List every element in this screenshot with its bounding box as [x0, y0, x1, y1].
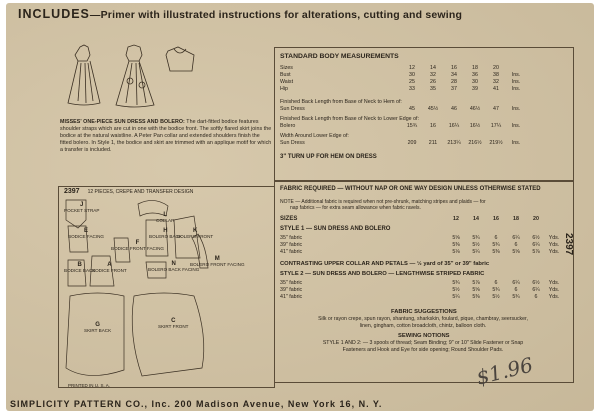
hem-note: 3" TURN UP FOR HEM ON DRESS	[280, 154, 377, 160]
piece-g-label: G SKIRT BACK	[84, 322, 112, 334]
finished-bolero-label: Finished Back Length from Base of Neck to Lower Edge of:	[280, 116, 419, 122]
piece-a-label: A BODICE FRONT	[92, 262, 127, 274]
piece-e-label: E BODICE FACING	[68, 228, 104, 240]
pieces-pattern-number: 2397	[64, 188, 80, 195]
piece-c-outline	[132, 293, 204, 376]
fabric-suggestions-1: Silk or rayon crepe, spun rayon, shantung, sharkskin, foulard, pique, chambray, seersucker,	[318, 316, 528, 322]
pencil-price-note: $1.96	[473, 352, 536, 390]
piece-k-label: K BOLERO FRONT	[177, 228, 214, 240]
includes-text: —Primer with illustrated instructions for alterations, cutting and sewing	[89, 9, 463, 21]
style2-row-label: 41" fabric	[280, 294, 303, 300]
piece-b-label: B BODICE BACK	[64, 262, 96, 274]
fabric-title: FABRIC REQUIRED — WITHOUT NAP OR ONE WAY DESIGN UNLESS OTHERWISE STATED	[280, 186, 541, 192]
fabric-sizes-label: SIZES	[280, 216, 298, 222]
style1-row-label: 39" fabric	[280, 242, 303, 248]
sewing-notions-2: Fasteners and Hook and Eye for side opening; Round Shoulder Pads.	[342, 346, 504, 353]
measurements-title: STANDARD BODY MEASUREMENTS	[280, 53, 399, 60]
style2-title: STYLE 2 — SUN DRESS AND BOLERO — LENGTHWISE STRIPED FABRIC	[280, 271, 485, 277]
description-body: The dart-fitted bodice features shoulder straps which are cut in one with the bodice front. The softly flared skirt joins the bodice at the natural waistline. A Peter Pan collar and extended shoulders finish the fitted bolero. In Style 1, the bodice and skirt are trimmed with an applique motif for which a transfer is included.	[60, 119, 272, 154]
sewing-notions-1: STYLE 1 AND 2: — 3 spools of thread; Seam Binding; 9" or 10" Slide Fastener or Snap	[322, 340, 524, 346]
width-sun-label: Sun Dress	[280, 140, 305, 146]
meas-row-label: Sizes	[280, 65, 293, 71]
fabric-suggestions	[278, 316, 568, 329]
fabric-suggestions-title: FABRIC SUGGESTIONS	[391, 309, 457, 315]
piece-n-label: N BOLERO BACK FACING	[148, 261, 200, 273]
width-label: Width Around Lower Edge of:	[280, 133, 349, 139]
dress-back-illustration	[116, 45, 154, 107]
finished-back-label: Finished Back Length from Base of Neck to Hem of:	[280, 99, 402, 105]
printed-in-label: PRINTED IN U. S. A.	[68, 383, 111, 388]
dress-front-illustration	[68, 45, 100, 105]
fabric-suggestions-2: linen, gingham, cotton broadcloth, chintz, balloon cloth.	[359, 322, 487, 329]
bolero-illustration	[166, 47, 194, 71]
fabric-note-1: NOTE — Additional fabric is required when not pre-shrunk, matching stripes and plaids — for	[280, 199, 486, 205]
pieces-title-text: 12 PIECES, CREPE AND TRANSFER DESIGN	[87, 189, 194, 195]
piece-f-label: F BODICE FRONT FACING	[111, 240, 165, 252]
side-pattern-number: 2397	[563, 233, 574, 256]
sewing-notions-title: SEWING NOTIONS	[398, 333, 450, 339]
style-description	[60, 119, 272, 154]
meas-row-label: Waist	[280, 79, 294, 85]
garment-illustrations	[66, 41, 216, 117]
bolero-label: Bolero	[280, 123, 296, 129]
piece-c-label: C SKIRT FRONT	[158, 318, 189, 330]
piece-h-label: H BOLERO BACK	[149, 228, 182, 240]
meas-row-label: Hip	[280, 86, 288, 92]
style1-row-label: 41" fabric	[280, 249, 303, 255]
fabric-note-2: nap fabrics — for extra seam allowance when fabric ravels.	[290, 205, 421, 211]
piece-j-label: J POCKET STRAP	[64, 202, 100, 214]
style1-title: STYLE 1 — SUN DRESS AND BOLERO	[280, 226, 391, 232]
meas-row-label: Bust	[280, 72, 291, 78]
piece-l-label: L COLLAR	[156, 212, 175, 224]
footer-company: SIMPLICITY PATTERN CO., Inc. 200 Madison Avenue, New York 16, N. Y.	[10, 399, 383, 409]
description-lead: MISSES' ONE-PIECE SUN DRESS AND BOLERO:	[60, 119, 185, 125]
style1-row-label: 35" fabric	[280, 235, 303, 241]
sewing-notions	[278, 340, 568, 353]
header-includes	[18, 7, 462, 21]
style2-row-label: 39" fabric	[280, 287, 303, 293]
piece-g-outline	[66, 293, 124, 376]
pattern-envelope: INCLUDES—Primer with illustrated instructions for alterations, cutting and sewing MISSES' ONE-PIECE SUN DRESS AND BOLERO: The dart-fitted bodice features shoulder straps which are cut in one with the bodice front. The softly flared skirt joins the bodice at the natural waistline. A Peter Pan collar and extended shoulders finish the fitted bolero. In Style 1, the bodice and skirt are trimmed with an applique motif for which a transfer is included. 2397 12 PIECES, CREPE AND TRANSFER DESIGN J POCKET STRAP L COLLAR E BODICE FACING H BOLERO BACK K BOLERO FRONT F BODICE FRONT FACING N BOLERO BACK FACING M BOLERO FRONT FACING B BODICE BACK A BODICE FRONT G SKIRT BACK C SKIRT FRONT PRINTED IN U. S. A. STANDARD BODY MEASUREMENTS Sizes 12 14 16 18 20 Bust 30 32 34 36 38 Ins. Waist 25 26 28 30 32 Ins. Hip 33 35 37 39 41 Ins. Finished Back Length from Base of Neck to Hem of: Sun Dress 45 45½ 46 46½ 47 Ins. Finished Back Length from Base of Neck to Lower Edge of: Bolero 15¾ 16 16¼ 16½ 17¼ Ins. Width Around Lower Edge of: Sun Dress 209 211 213¼ 216½ 219½ Ins. 3" TURN UP FOR HEM ON DRESS FABRIC REQUIRED — WITHOUT NAP OR ONE WAY DESIGN UNLESS OTHERWISE STATED NOTE — Additional fabric is required when not pre-shrunk, matching stripes and plaids — for nap fabrics — for extra seam allowance when fabric ravels. SIZES 12 14 16 18 20 STYLE 1 — SUN DRESS AND BOLERO 35" fabric 5⅝ 5¾ 6 6¼ 6½ Yds. 39" fabric 5⅜ 5½ 5¾ 6 6¼ Yds. 41" fabric 5⅛ 5¼ 5⅜ 5⅝ 5⅞ Yds. CONTRASTING UPPER COLLAR AND PETALS — ½ yard of 35" or 39" fabric STYLE 2 — SUN DRESS AND BOLERO — LENGTHWISE STRIPED FABRIC 35" fabric 5¾ 5⅞ 6 6¼ 6½ Yds. 39" fabric 5½ 5⅝ 5¾ 6 6¼ Yds. 41" fabric 5¼ 5⅜ 5½ 5¾ 6 Yds. FABRIC SUGGESTIONS Silk or rayon crepe, spun rayon, shantung, sharkskin, foulard, pique, chambray, seersucker, linen, gingham, cotton broadcloth, chintz, balloon cloth. SEWING NOTIONS STYLE 1 AND 2: — 3 spools of thread; Seam Binding; 9" or 10" Slide Fastener or Snap Fasteners and Hook and Eye for side opening; Round Shoulder Pads. $1.96 2397 SIMPLICITY PATTERN CO., Inc. 200 Madison Avenue, New York 16, N. Y.	[6, 3, 594, 411]
style2-row-label: 35" fabric	[280, 280, 303, 286]
includes-label: INCLUDES	[18, 7, 90, 21]
sun-dress-label: Sun Dress	[280, 106, 305, 112]
piece-m-label: M BOLERO FRONT FACING	[190, 256, 245, 268]
contrast-line: CONTRASTING UPPER COLLAR AND PETALS — ½ yard of 35" or 39" fabric	[280, 261, 490, 267]
